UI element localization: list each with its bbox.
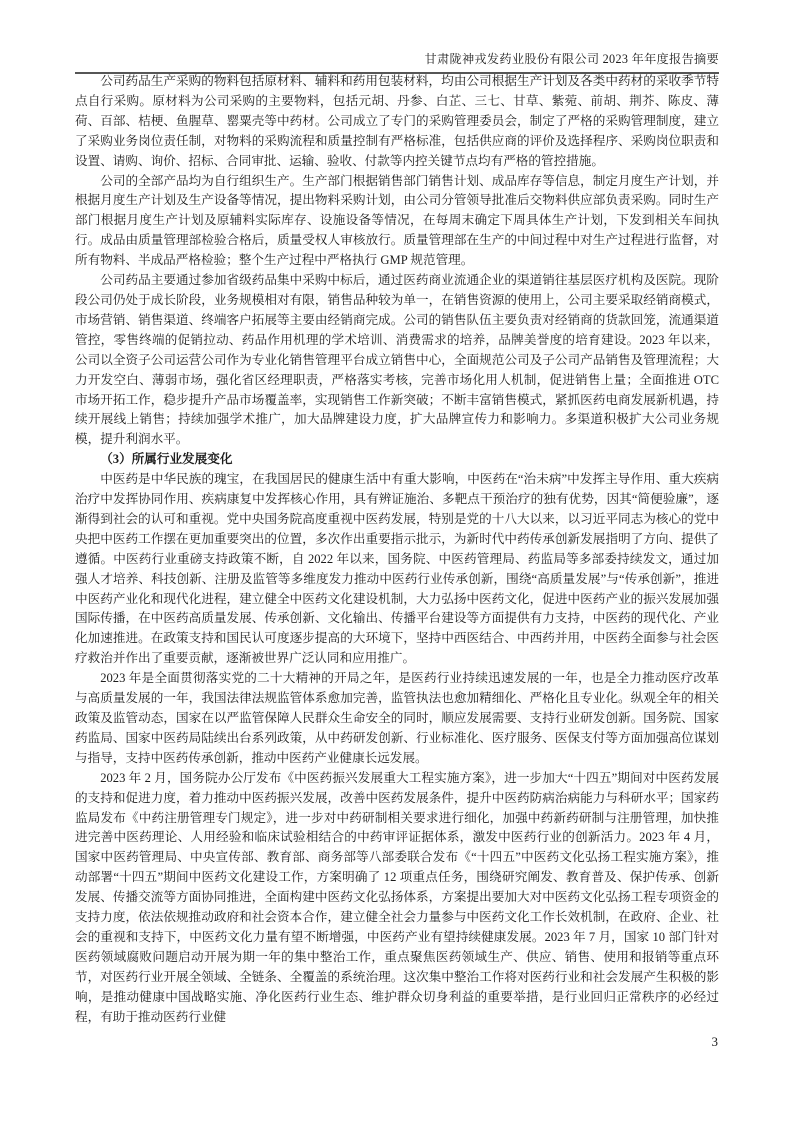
paragraph-2023-regulation: 2023 年是全面贯彻落实党的二十大精神的开局之年，是医药行业持续迅速发展的一年，也是全力推动医疗改革与高质量发展的一年，我国法律法规监管体系愈加完善，监管执法也愈加精细化、严格化且专业化。纵观全年的相关政策及监管动态，国家在以严监管保障人民群众生命安全的同时，顺应发展需要、支持行业研发创新。国务院、国家药监局、国家中医药局陆续出台系列政策，从中药研发创新、行业标准化、医疗服务、医保支付等方面加强高位谋划与指导，支持中医药传承创新，推动中医药产业健康长远发展。: [75, 671, 719, 765]
paragraph-sales: 公司药品主要通过参加省级药品集中采购中标后，通过医药商业流通企业的渠道销往基层医疗机构及医院。现阶段公司仍处于成长阶段，业务规模相对有限，销售品种较为单一，在销售资源的使用上，公司主要采取经销商模式，市场营销、销售渠道、终端客户拓展等主要由经销商完成。公司的销售队伍主要负责对经销商的货款回笼，流通渠道管控，零售终端的促销拉动、药品作用机理的学术培训、消费需求的培养，品牌美誉度的培育建设。2023 年以来，公司以全资子公司运营公司作为专业化销售管理平台成立销售中心，全面规范公司及子公司产品销售及管理流程；大力开发空白、薄弱市场，强化省区经理职责，严格落实考核，完善市场化用人机制，促进销售上量；全面推进 OTC 市场开拓工作，稳步提升产品市场覆盖率，实现销售工作新突破；不断丰富销售模式，紧抓医药电商发展新机遇，持续开展线上销售；持续加强学术推广，加大品牌建设力度，扩大品牌宣传力和影响力。多渠道积极扩大公司业务规模，提升利润水平。: [75, 273, 719, 447]
page-header-title: 甘肃陇神戎发药业股份有限公司 2023 年年度报告摘要: [75, 50, 719, 74]
page-number: 3: [711, 1034, 718, 1049]
paragraph-2023-policies: 2023 年 2 月，国务院办公厅发布《中医药振兴发展重大工程实施方案》，进一步加大“十四五”期间对中医药发展的支持和促进力度，着力推动中医药振兴发展，改善中医药发展条件，提升中医药防病治病能力与科研水平；国家药监局发布《中药注册管理专门规定》，进一步对中药研制相关要求进行细化，加强中药新药研制与注册管理，加快推进完善中医药理论、人用经验和临床试验相结合的中药审评证据体系，激发中医药行业的创新活力。2023 年 4 月，国家中医药管理局、中央宣传部、教育部、商务部等八部委联合发布《“十四五”中医药文化弘扬工程实施方案》，推动部署“十四五”期间中医药文化建设工作，方案明确了 12 项重点任务，围绕研究阐发、教育普及、保护传承、创新发展、传播交流等方面协同推进，全面构建中医药文化弘扬体系，方案提出要加大对中医药文化弘扬工程专项资金的支持力度，依法依规推动政府和社会资本合作，建立健全社会力量参与中医药文化工作长效机制，在政府、企业、社会的重视和支持下，中医药文化力量有望不断增强，中医药产业有望持续健康发展。2023 年 7 月，国家 10 部门针对医药领域腐败问题启动开展为期一年的集中整治工作，重点聚焦医药领域生产、供应、销售、使用和报销等重点环节，对医药行业开展全领域、全链条、全覆盖的系统治理。这次集中整治工作将对医药行业和社会发展产生积极的影响，是推动健康中国战略实施、净化医药行业生态、维护群众切身利益的重要举措，是行业回归正常秩序的必经过程，有助于推动医药行业健: [75, 770, 719, 1024]
section-heading-industry-development: （3）所属行业发展变化: [100, 452, 233, 467]
document-body: [75, 72, 719, 1028]
paragraph-production: 公司的全部产品均为自行组织生产。生产部门根据销售部门销售计划、成品库存等信息，制定月度生产计划，并根据月度生产计划及生产设备等情况，提出物料采购计划，由公司分管领导批准后交物料供应部负责采购。同时生产部门根据月度生产计划及原辅料实际库存、设施设备等情况，在每周末确定下周具体生产计划，下发到相关车间执行。成品由质量管理部检验合格后，质量受权人审核放行。质量管理部在生产的中间过程中对生产过程进行监督，对所有物料、半成品严格检验；整个生产过程中严格执行 GMP 规范管理。: [75, 173, 719, 268]
paragraph-procurement: 公司药品生产采购的物料包括原材料、辅料和药用包装材料，均由公司根据生产计划及各类中药材的采收季节特点自行采购。原材料为公司采购的主要物料，包括元胡、丹参、白芷、三七、甘草、紫菀、前胡、荆芥、陈皮、薄荷、百部、桔梗、鱼腥草、罂粟壳等中药材。公司成立了专门的采购管理委员会，制定了严格的采购管理制度，建立了采购业务岗位责任制，对物料的采购流程和质量控制有严格标准，包括供应商的评价及选择程序、采购岗位职责和设置、请购、询价、招标、合同审批、运输、验收、付款等内控关键节点均有严格的管控措施。: [75, 74, 719, 168]
paragraph-tcm-overview: 中医药是中华民族的瑰宝，在我国居民的健康生活中有重大影响，中医药在“治未病”中发挥主导作用、重大疾病治疗中发挥协同作用、疾病康复中发挥核心作用，具有辨证施治、多靶点干预治疗的独有优势，因其“简便验廉”，逐渐得到社会的认可和重视。党中央国务院高度重视中医药发展，特别是党的十八大以来，以习近平同志为核心的党中央把中医药工作摆在更加重要突出的位置，多次作出重要指示批示，为新时代中药传承创新发展指明了方向、提供了遵循。中医药行业重磅支持政策不断，自 2022 年以来，国务院、中医药管理局、药监局等多部委持续发文，通过加强人才培养、科技创新、注册及监管等多维度发力推动中医药行业传承创新，围绕“高质量发展”与“传承创新”，推进中医药产业化和现代化进程，建立健全中医药文化建设机制，大力弘扬中医药文化，促进中医药产业的振兴发展加强国际传播，在中医药高质量发展、传承创新、文化输出、传播平台建设等方面提供有力支持，中医药的现代化、产业化加速推进。在政策支持和国民认可度逐步提高的大环境下，坚持中西医结合、中西药并用，中医药全面参与社会医疗救治并作出了重要贡献，逐渐被世界广泛认同和应用推广。: [75, 472, 719, 666]
